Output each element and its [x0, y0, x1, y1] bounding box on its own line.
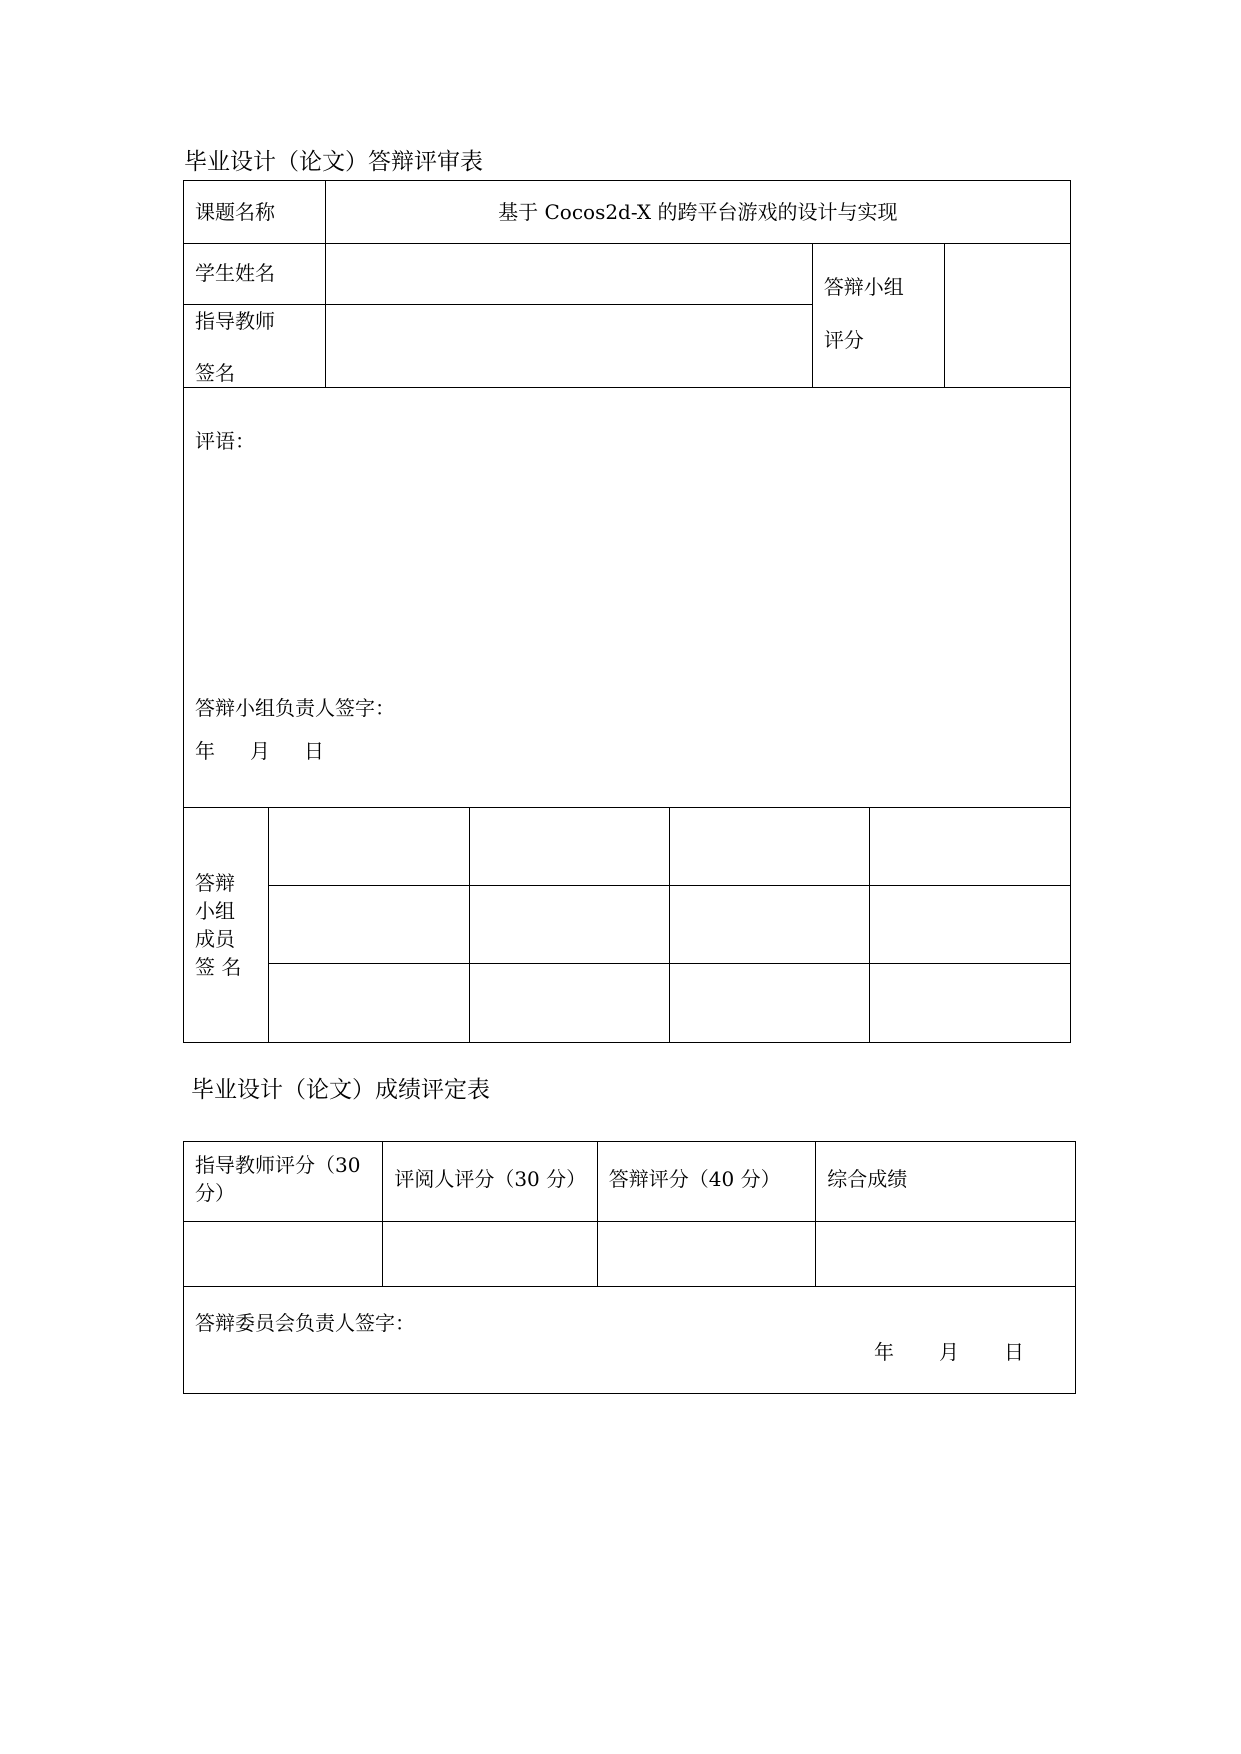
group-score-label-line2: 评分	[823, 328, 864, 352]
leader-date-month: 月	[250, 739, 270, 763]
student-name-label-cell	[184, 244, 326, 305]
student-name-field[interactable]	[325, 244, 812, 305]
advisor-label-cell	[184, 305, 326, 388]
member-signature-cell[interactable]	[869, 964, 1070, 1043]
committee-date-day: 日	[1004, 1340, 1024, 1364]
header-overall-grade	[816, 1142, 1076, 1222]
member-signature-cell[interactable]	[269, 808, 469, 886]
student-name-label: 学生姓名	[195, 261, 275, 285]
member-signature-cell[interactable]	[669, 964, 869, 1043]
overall-grade-field[interactable]	[816, 1222, 1076, 1287]
members-label-cell	[184, 808, 269, 1043]
header-defense-label: 答辩评分（40 分）	[608, 1167, 781, 1191]
member-signature-table	[183, 807, 1071, 1043]
reviewer-score-field[interactable]	[383, 1222, 597, 1287]
topic-label: 课题名称	[195, 200, 275, 224]
committee-signature-row	[184, 1287, 1076, 1394]
committee-signature-label: 答辩委员会负责人签字：	[195, 1311, 415, 1335]
member-row	[184, 808, 1071, 886]
group-score-field[interactable]	[945, 244, 1071, 388]
topic-value-cell	[325, 181, 1070, 244]
committee-date-year: 年	[874, 1340, 894, 1364]
comments-label: 评语：	[195, 429, 255, 453]
grade-values-row	[184, 1222, 1076, 1287]
members-label-line2: 小组	[195, 899, 235, 923]
defense-score-field[interactable]	[597, 1222, 815, 1287]
member-row	[184, 964, 1071, 1043]
comments-cell[interactable]	[184, 388, 1071, 808]
header-reviewer-label: 评阅人评分（30 分）	[394, 1167, 587, 1191]
header-overall-label: 综合成绩	[827, 1167, 908, 1191]
topic-row	[184, 181, 1071, 244]
comments-row	[184, 388, 1071, 808]
review-table-title: 毕业设计（论文）答辩评审表	[184, 149, 483, 175]
member-row	[184, 886, 1071, 964]
header-defense-score	[597, 1142, 815, 1222]
member-signature-cell[interactable]	[469, 886, 669, 964]
grade-header-row	[184, 1142, 1076, 1222]
committee-date-month: 月	[939, 1340, 959, 1364]
header-reviewer-score	[383, 1142, 597, 1222]
header-advisor-line1: 指导教师评分（30	[195, 1153, 361, 1177]
member-signature-cell[interactable]	[669, 886, 869, 964]
member-signature-cell[interactable]	[469, 964, 669, 1043]
member-signature-cell[interactable]	[469, 808, 669, 886]
group-score-label-cell	[812, 244, 945, 388]
review-info-table	[183, 180, 1071, 808]
leader-date-day: 日	[304, 739, 324, 763]
topic-label-cell	[184, 181, 326, 244]
member-signature-cell[interactable]	[269, 964, 469, 1043]
leader-date-year: 年	[195, 739, 215, 763]
group-score-label-line1: 答辩小组	[823, 275, 904, 299]
header-advisor-score	[184, 1142, 383, 1222]
advisor-score-field[interactable]	[184, 1222, 383, 1287]
student-row	[184, 244, 1071, 305]
advisor-label-line2: 签名	[195, 361, 235, 385]
committee-signature-cell[interactable]	[184, 1287, 1076, 1394]
grade-table-title: 毕业设计（论文）成绩评定表	[191, 1077, 490, 1103]
topic-value: 基于 Cocos2d-X 的跨平台游戏的设计与实现	[498, 200, 898, 224]
member-signature-cell[interactable]	[869, 808, 1070, 886]
advisor-label-line1: 指导教师	[195, 309, 275, 333]
members-label-line4: 签 名	[195, 955, 242, 979]
member-signature-cell[interactable]	[869, 886, 1070, 964]
member-signature-cell[interactable]	[669, 808, 869, 886]
leader-signature-label: 答辩小组负责人签字：	[195, 696, 395, 720]
advisor-signature-field[interactable]	[325, 305, 812, 388]
members-label-line1: 答辩	[195, 871, 235, 895]
header-advisor-line2: 分）	[195, 1181, 235, 1205]
members-label-line3: 成员	[195, 927, 235, 951]
grade-table	[183, 1141, 1076, 1394]
member-signature-cell[interactable]	[269, 886, 469, 964]
